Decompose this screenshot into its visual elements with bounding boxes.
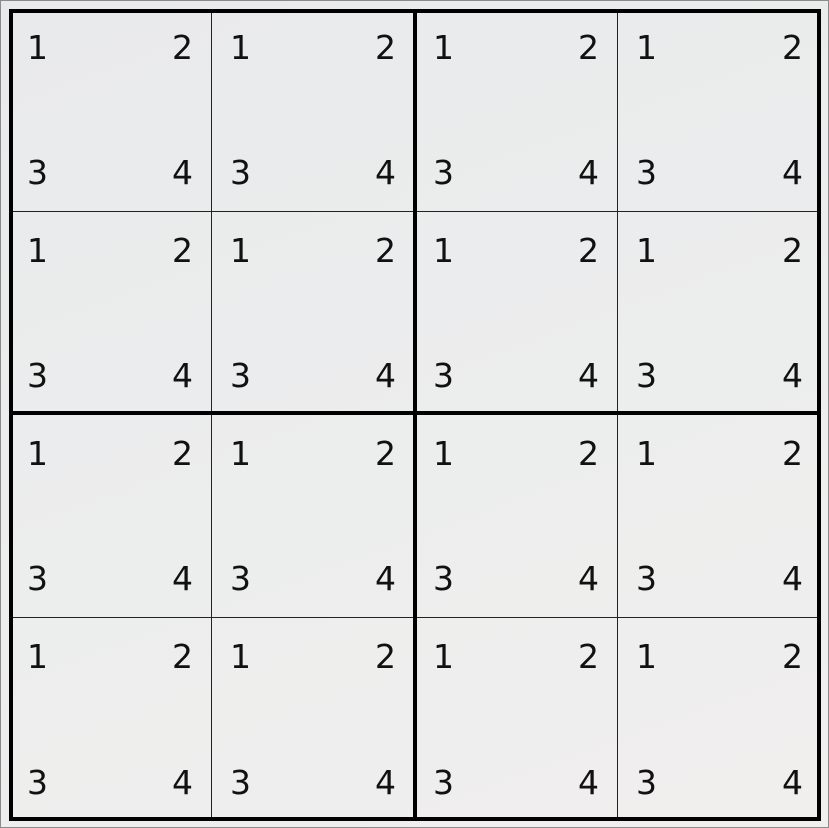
- candidate-mark: 3: [27, 153, 48, 192]
- candidate-mark: 2: [578, 637, 599, 676]
- candidate-mark: 2: [578, 231, 599, 270]
- candidate-mark: 2: [782, 434, 803, 473]
- grid-cell-r4c4[interactable]: [618, 618, 821, 821]
- candidate-mark: 2: [375, 434, 396, 473]
- candidate-mark: 4: [172, 356, 193, 395]
- candidate-mark: 1: [636, 434, 657, 473]
- candidate-mark: 4: [578, 559, 599, 598]
- candidate-mark: 1: [27, 28, 48, 67]
- candidate-mark: 2: [375, 637, 396, 676]
- candidate-mark: 3: [636, 559, 657, 598]
- candidate-mark: 1: [433, 434, 454, 473]
- candidate-mark: 2: [782, 28, 803, 67]
- candidate-mark: 4: [578, 763, 599, 802]
- candidate-mark: 4: [172, 153, 193, 192]
- grid-cell-r3c4[interactable]: [618, 415, 821, 618]
- box-divider-horizontal: [9, 411, 821, 415]
- candidate-mark: 1: [433, 637, 454, 676]
- candidate-mark: 4: [578, 356, 599, 395]
- candidate-mark: 1: [636, 231, 657, 270]
- candidate-mark: 2: [172, 434, 193, 473]
- candidate-mark: 3: [636, 153, 657, 192]
- sudoku-board: [9, 9, 821, 821]
- candidate-mark: 2: [172, 637, 193, 676]
- candidate-mark: 3: [230, 763, 251, 802]
- grid-cell-r3c3[interactable]: [415, 415, 618, 618]
- candidate-mark: 2: [578, 434, 599, 473]
- candidate-mark: 1: [27, 434, 48, 473]
- candidate-mark: 1: [636, 28, 657, 67]
- grid-cell-r2c4[interactable]: [618, 212, 821, 415]
- candidate-mark: 1: [433, 28, 454, 67]
- candidate-mark: 3: [230, 356, 251, 395]
- candidate-mark: 1: [230, 434, 251, 473]
- grid-cell-r2c2[interactable]: [212, 212, 415, 415]
- candidate-mark: 1: [27, 231, 48, 270]
- box-divider-vertical: [413, 9, 417, 821]
- candidate-mark: 3: [433, 153, 454, 192]
- grid-cell-r2c1[interactable]: [9, 212, 212, 415]
- candidate-mark: 2: [782, 637, 803, 676]
- candidate-mark: 4: [172, 763, 193, 802]
- candidate-mark: 1: [636, 637, 657, 676]
- candidate-mark: 2: [172, 28, 193, 67]
- candidate-mark: 4: [782, 356, 803, 395]
- candidate-mark: 3: [230, 559, 251, 598]
- candidate-mark: 3: [27, 356, 48, 395]
- grid-cell-r4c1[interactable]: [9, 618, 212, 821]
- grid-cell-r3c1[interactable]: [9, 415, 212, 618]
- candidate-mark: 4: [375, 763, 396, 802]
- grid-cell-r2c3[interactable]: [415, 212, 618, 415]
- candidate-mark: 3: [27, 763, 48, 802]
- candidate-mark: 2: [172, 231, 193, 270]
- candidate-mark: 1: [230, 231, 251, 270]
- candidate-mark: 2: [578, 28, 599, 67]
- candidate-mark: 3: [433, 559, 454, 598]
- candidate-mark: 1: [27, 637, 48, 676]
- candidate-mark: 4: [782, 559, 803, 598]
- grid-cell-r3c2[interactable]: [212, 415, 415, 618]
- candidate-mark: 4: [375, 153, 396, 192]
- grid-cell-r4c3[interactable]: [415, 618, 618, 821]
- candidate-mark: 3: [27, 559, 48, 598]
- grid-cell-r4c2[interactable]: [212, 618, 415, 821]
- grid-cell-r1c1[interactable]: [9, 9, 212, 212]
- candidate-mark: 3: [230, 153, 251, 192]
- candidate-mark: 4: [782, 153, 803, 192]
- candidate-mark: 3: [433, 356, 454, 395]
- candidate-mark: 4: [578, 153, 599, 192]
- candidate-mark: 4: [782, 763, 803, 802]
- candidate-mark: 3: [636, 763, 657, 802]
- candidate-mark: 4: [172, 559, 193, 598]
- grid-cell-r1c2[interactable]: [212, 9, 415, 212]
- candidate-mark: 1: [230, 637, 251, 676]
- grid-cell-r1c3[interactable]: [415, 9, 618, 212]
- candidate-mark: 3: [636, 356, 657, 395]
- candidate-mark: 2: [375, 231, 396, 270]
- candidate-mark: 4: [375, 356, 396, 395]
- grid-cell-r1c4[interactable]: [618, 9, 821, 212]
- candidate-mark: 1: [230, 28, 251, 67]
- candidate-mark: 2: [782, 231, 803, 270]
- candidate-mark: 4: [375, 559, 396, 598]
- candidate-mark: 1: [433, 231, 454, 270]
- candidate-mark: 3: [433, 763, 454, 802]
- candidate-mark: 2: [375, 28, 396, 67]
